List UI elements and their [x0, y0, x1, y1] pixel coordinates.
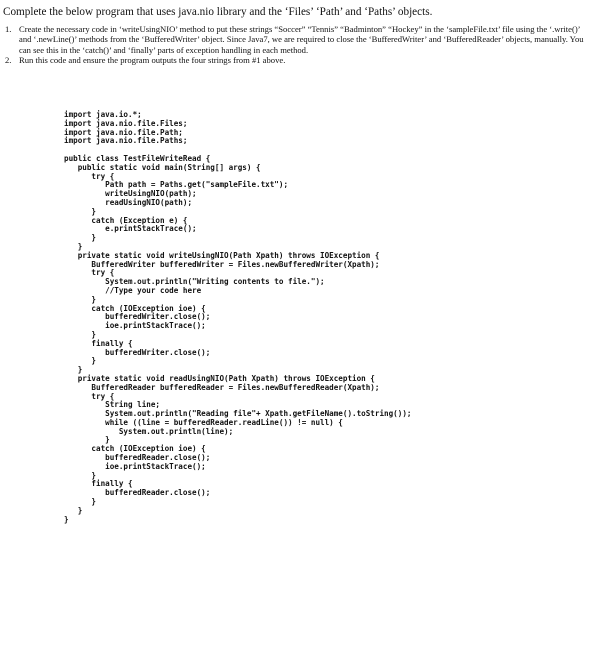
- code-line: import java.nio.file.Paths;: [64, 136, 188, 146]
- code-line: public class TestFileWriteRead {: [64, 153, 211, 163]
- code-line: //Type your code here: [64, 285, 202, 295]
- code-line: System.out.println("Reading file"+ Xpath.getFileName().toString());: [64, 409, 412, 419]
- code-line: import java.io.*;: [64, 110, 142, 119]
- code-line: }: [64, 470, 97, 480]
- step-1: [3, 24, 593, 55]
- code-line: }: [64, 497, 97, 507]
- step-number: 1.: [5, 24, 12, 34]
- code-line: BufferedWriter bufferedWriter = Files.newBufferedWriter(Xpath);: [64, 259, 380, 269]
- step-text: Create the necessary code in ‘writeUsingNIO’ method to put these strings “Soccer” “Tennis” “Badminton” “Hockey” in the ‘sampleFile.txt’ file using the ‘.write()’ and ‘.newLine()’ methods from the ‘BufferedWriter’ object. Since Java7, we are required to close the ‘BufferedWriter’ and ‘BufferedReader’ objects, manually. You can see this in the ‘catch()’ and ‘finally’ parts of exception handling in each method.: [19, 24, 584, 55]
- code-line: }: [64, 241, 83, 251]
- code-line: finally {: [64, 479, 133, 489]
- code-line: bufferedWriter.close();: [64, 312, 211, 322]
- code-line: writeUsingNIO(path);: [64, 189, 197, 199]
- code-line: }: [64, 435, 110, 445]
- code-line: }: [64, 329, 97, 339]
- code-line: ioe.printStackTrace();: [64, 461, 206, 471]
- code-line: bufferedReader.close();: [64, 488, 211, 498]
- code-line: readUsingNIO(path);: [64, 197, 193, 207]
- code-line: public static void main(String[] args) {: [64, 162, 261, 172]
- code-line: System.out.println(line);: [64, 426, 234, 436]
- code-line: private static void readUsingNIO(Path Xpath) throws IOException {: [64, 373, 375, 383]
- step-2: [3, 55, 593, 65]
- intro-text: Complete the below program that uses java.nio library and the ‘Files’ ‘Path’ and ‘Paths’ objects.: [3, 6, 433, 18]
- code-line: }: [64, 294, 97, 304]
- code-line: String line;: [64, 400, 161, 410]
- code-line: Path path = Paths.get("sampleFile.txt");: [64, 180, 289, 190]
- code-line: ioe.printStackTrace();: [64, 321, 206, 331]
- code-line: private static void writeUsingNIO(Path Xpath) throws IOException {: [64, 250, 380, 260]
- code-line: while ((line = bufferedReader.readLine()) != null) {: [64, 417, 343, 427]
- code-line: }: [64, 356, 97, 366]
- code-line: catch (IOException ioe) {: [64, 303, 206, 313]
- code-line: import java.nio.file.Path;: [64, 127, 183, 137]
- step-number: 2.: [5, 55, 12, 66]
- code-line: }: [64, 514, 69, 524]
- code-line: }: [64, 505, 83, 515]
- code-line: try {: [64, 171, 115, 181]
- code-line: try {: [64, 391, 115, 401]
- code-listing: [64, 111, 594, 524]
- code-line: import java.nio.file.Files;: [64, 118, 188, 128]
- code-line: }: [64, 206, 97, 216]
- code-line: System.out.println("Writing contents to file.");: [64, 277, 325, 287]
- step-text: Run this code and ensure the program outputs the four strings from #1 above.: [19, 55, 286, 66]
- code-line: }: [64, 233, 97, 243]
- code-line: bufferedReader.close();: [64, 453, 211, 463]
- code-line: bufferedWriter.close();: [64, 347, 211, 357]
- code-line: BufferedReader bufferedReader = Files.newBufferedReader(Xpath);: [64, 382, 380, 392]
- code-line: e.printStackTrace();: [64, 224, 197, 234]
- instruction-steps: [3, 24, 593, 66]
- code-line: catch (Exception e) {: [64, 215, 188, 225]
- code-line: finally {: [64, 338, 133, 348]
- code-line: try {: [64, 268, 115, 278]
- code-line: catch (IOException ioe) {: [64, 444, 206, 454]
- code-line: }: [64, 365, 83, 375]
